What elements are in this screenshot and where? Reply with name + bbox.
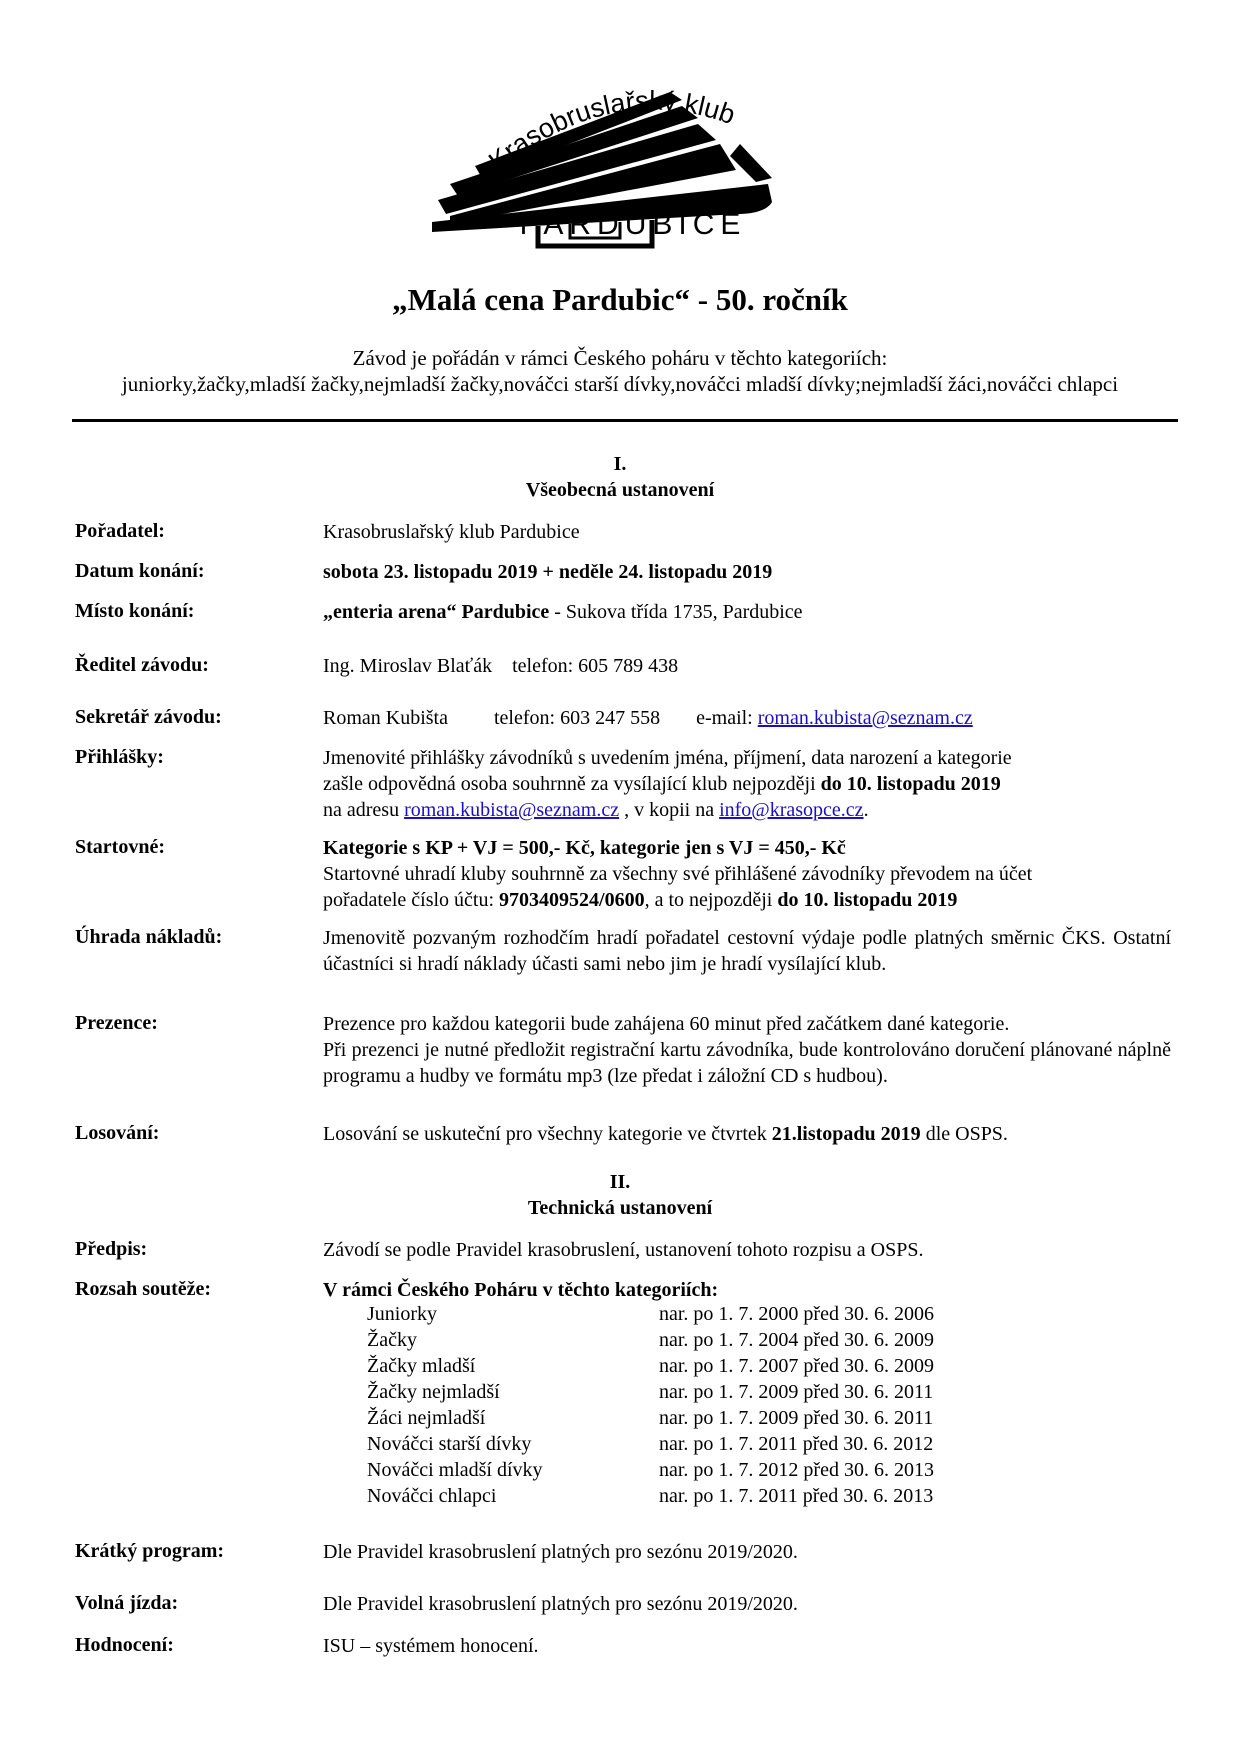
value-sekretar (323, 705, 1171, 731)
sekretar-phone: telefon: 603 247 558 (494, 707, 661, 729)
label-datum: Datum konání: (75, 560, 205, 582)
page-title: „Malá cena Pardubic“ - 50. ročník (392, 282, 848, 317)
category-dates: nar. po 1. 7. 2012 před 30. 6. 2013 (659, 1459, 934, 1481)
prihlasky-line-2-text: zašle odpovědná osoba souhrnně za vysílající klub nejpozději (323, 773, 821, 795)
prezence-text-2: Při prezenci je nutné předložit registrační kartu závodníka, bude kontrolováno doručení plánované náplně programu a hudby ve formátu mp3 (lze předat i záložní CD s hudbou). (323, 1039, 1171, 1087)
value-kratky: Dle Pravidel krasobruslení platných pro sezónu 2019/2020. (323, 1541, 798, 1563)
sekretar-email-link[interactable]: roman.kubista@seznam.cz (757, 707, 973, 729)
horizontal-rule (72, 419, 1178, 422)
label-rozsah: Rozsah soutěže: (75, 1278, 212, 1300)
value-misto (323, 599, 1171, 625)
losovani-suffix: dle OSPS. (920, 1123, 1008, 1145)
losovani-date: 21.listopadu 2019 (771, 1123, 921, 1145)
startovne-deadline: do 10. listopadu 2019 (777, 889, 958, 911)
category-dates: nar. po 1. 7. 2009 před 30. 6. 2011 (659, 1407, 934, 1429)
startovne-line-3 (323, 887, 1171, 913)
losovani-text: Losování se uskuteční pro všechny kategorie ve čtvrtek (323, 1123, 772, 1145)
value-uhrada: Jmenovitě pozvaným rozhodčím hradí pořadatel cestovní výdaje podle platných směrnic ČKS. Ostatní účastníci si hradí náklady účasti sami nebo jim je hradí vysílající klub. (323, 927, 1171, 975)
intro-line-2: juniorky,žačky,mladší žačky,nejmladší žačky,nováčci starší dívky,nováčci mladší dívky;nejmladší žáci,nováčci chlapci (121, 372, 1119, 396)
label-misto: Místo konání: (75, 600, 195, 622)
prihlasky-copy-text: , v kopii na (619, 799, 720, 821)
prezence-line-1: Prezence pro každou kategorii bude zahájena 60 minut před začátkem dané kategorie. (323, 1013, 1010, 1035)
value-reditel (323, 653, 1171, 679)
label-reditel: Ředitel závodu: (75, 654, 209, 676)
category-dates: nar. po 1. 7. 2007 před 30. 6. 2009 (659, 1355, 934, 1377)
category-name: Juniorky (367, 1303, 437, 1325)
club-logo (420, 74, 840, 264)
prihlasky-copy-email-link[interactable]: info@krasopce.cz (719, 799, 864, 821)
category-dates: nar. po 1. 7. 2000 před 30. 6. 2006 (659, 1303, 934, 1325)
value-prezence (323, 1011, 1171, 1089)
value-poradatel: Krasobruslařský klub Pardubice (323, 521, 580, 543)
category-name: Nováčci mladší dívky (367, 1459, 543, 1481)
startovne-account-label: pořadatele číslo účtu: (323, 889, 500, 911)
prihlasky-period: . (863, 799, 869, 821)
label-poradatel: Pořadatel: (75, 520, 165, 542)
value-startovne (323, 835, 1171, 913)
startovne-deadline-text: , a to nejpozději (644, 889, 778, 911)
category-name: Nováčci chlapci (367, 1485, 497, 1507)
prihlasky-line-2 (323, 771, 1171, 797)
section-1-number: I. (613, 453, 627, 475)
label-uhrada: Úhrada nákladů: (75, 926, 223, 948)
startovne-account-number: 9703409524/0600 (499, 889, 645, 911)
prihlasky-email-link[interactable]: roman.kubista@seznam.cz (404, 799, 620, 821)
category-name: Žačky (367, 1329, 417, 1351)
prihlasky-line-3 (323, 797, 1171, 823)
value-datum: sobota 23. listopadu 2019 + neděle 24. listopadu 2019 (323, 561, 773, 583)
label-hodnoceni: Hodnocení: (75, 1634, 174, 1656)
value-volna: Dle Pravidel krasobruslení platných pro sezónu 2019/2020. (323, 1593, 798, 1615)
sekretar-email-label: e-mail: (696, 707, 758, 729)
category-dates: nar. po 1. 7. 2011 před 30. 6. 2012 (659, 1433, 934, 1455)
logo-arc-text: Krasobruslařský klub (482, 85, 739, 177)
category-dates: nar. po 1. 7. 2011 před 30. 6. 2013 (659, 1485, 934, 1507)
startovne-line-2: Startovné uhradí kluby souhrnně za všechny své přihlášené závodníky převodem na účet (323, 863, 1033, 885)
section-1-title: Všeobecná ustanovení (525, 479, 715, 501)
prihlasky-line-3-text: na adresu (323, 799, 405, 821)
reditel-phone: telefon: 605 789 438 (512, 655, 679, 677)
rozsah-heading: V rámci Českého Poháru v těchto kategoriích: (323, 1279, 719, 1301)
category-name: Žáci nejmladší (367, 1407, 486, 1429)
category-name: Žačky mladší (367, 1355, 476, 1377)
prihlasky-line-1: Jmenovité přihlášky závodníků s uvedením jména, příjmení, data narození a kategorie (323, 747, 1012, 769)
label-kratky: Krátký program: (75, 1540, 225, 1562)
category-name: Nováčci starší dívky (367, 1433, 532, 1455)
label-predpis: Předpis: (75, 1238, 148, 1260)
category-dates: nar. po 1. 7. 2009 před 30. 6. 2011 (659, 1381, 934, 1403)
value-hodnoceni: ISU – systémem honocení. (323, 1635, 539, 1657)
startovne-fees: Kategorie s KP + VJ = 500,- Kč, kategorie jen s VJ = 450,- Kč (323, 837, 846, 859)
label-prezence: Prezence: (75, 1012, 158, 1034)
label-prihlasky: Přihlášky: (75, 746, 164, 768)
misto-venue: „enteria arena“ Pardubice (323, 601, 550, 623)
value-predpis: Závodí se podle Pravidel krasobruslení, ustanovení tohoto rozpisu a OSPS. (323, 1239, 924, 1261)
section-2-title: Technická ustanovení (527, 1197, 713, 1219)
label-startovne: Startovné: (75, 836, 165, 858)
value-prihlasky (323, 745, 1171, 823)
reditel-name: Ing. Miroslav Blaťák (323, 655, 493, 677)
sekretar-name: Roman Kubišta (323, 707, 448, 729)
label-sekretar: Sekretář závodu: (75, 706, 222, 728)
label-volna: Volná jízda: (75, 1592, 179, 1614)
category-name: Žačky nejmladší (367, 1381, 500, 1403)
label-losovani: Losování: (75, 1122, 160, 1144)
section-2-number: II. (609, 1171, 631, 1193)
logo-city-text: PARDUBICE (519, 208, 747, 241)
misto-address: - Sukova třída 1735, Pardubice (549, 601, 803, 623)
category-dates: nar. po 1. 7. 2004 před 30. 6. 2009 (659, 1329, 934, 1351)
value-losovani (323, 1121, 1171, 1147)
prihlasky-deadline: do 10. listopadu 2019 (820, 773, 1001, 795)
intro-line-1: Závod je pořádán v rámci Českého poháru v těchto kategoriích: (352, 346, 888, 370)
